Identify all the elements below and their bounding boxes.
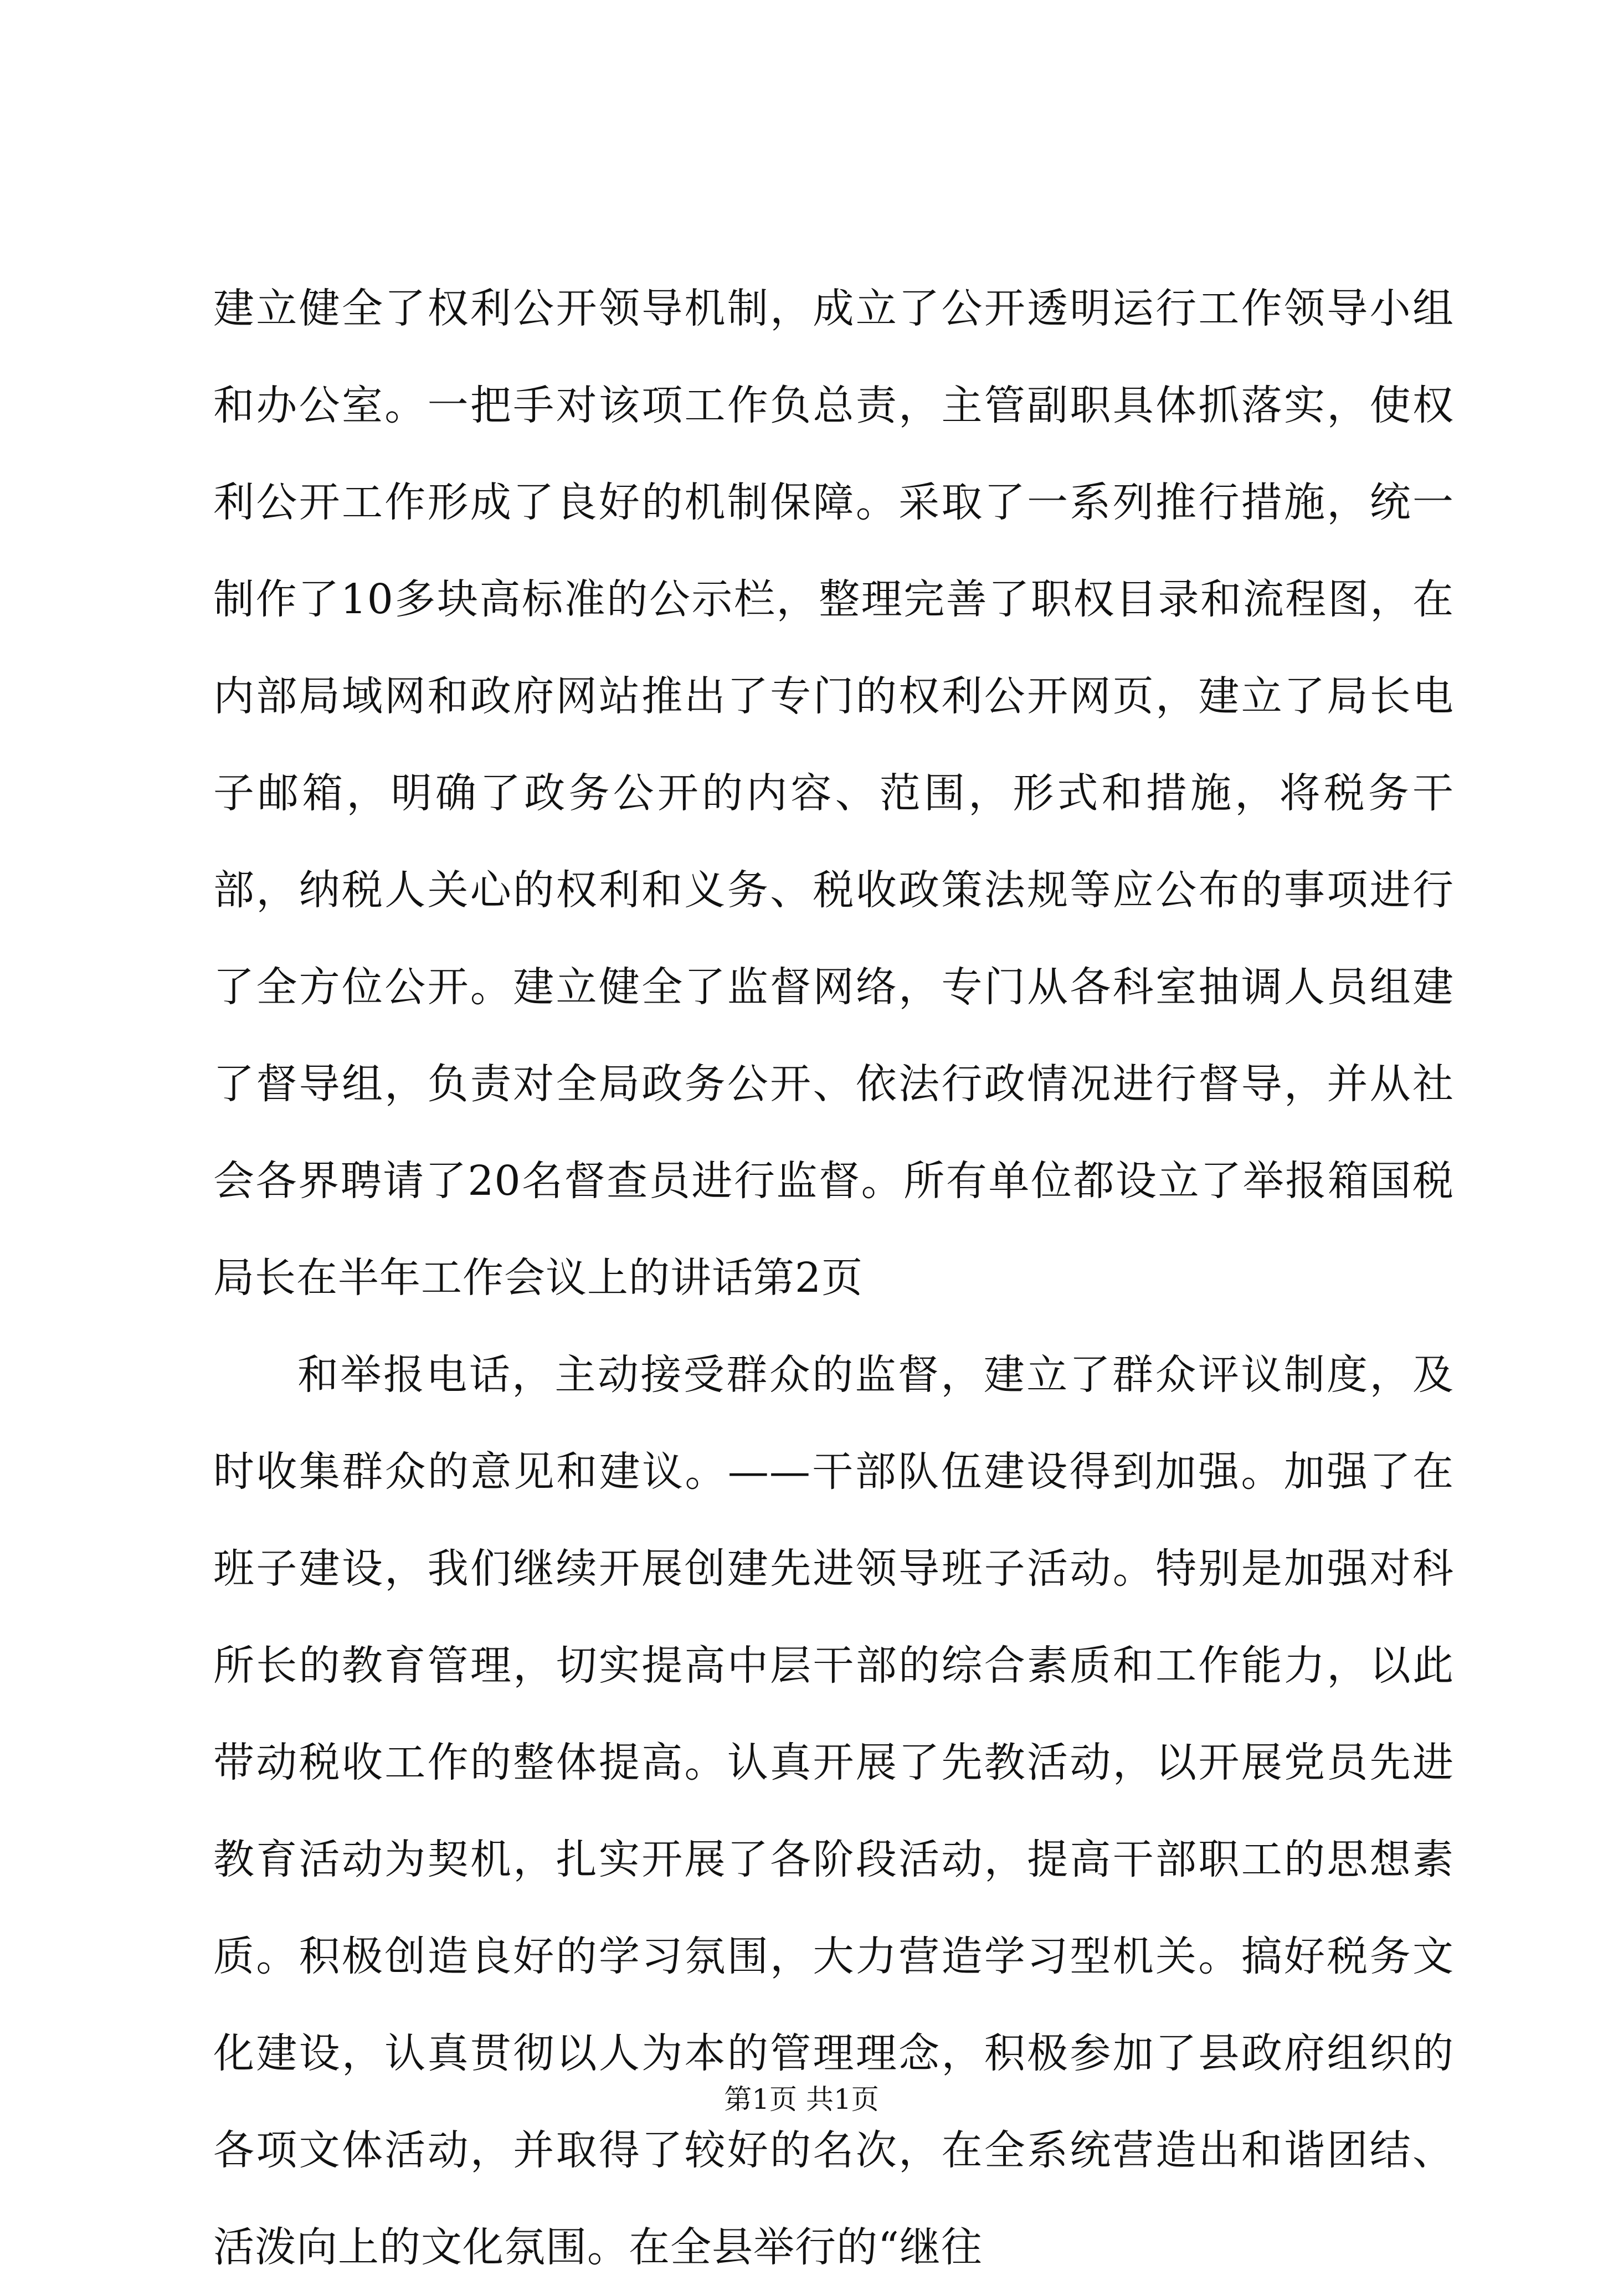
page-footer: 第1页 共1页 — [724, 2083, 879, 2115]
document-body — [213, 260, 1454, 2296]
paragraph-2: 和举报电话，主动接受群众的监督，建立了群众评议制度，及时收集群众的意见和建议。——干部队伍建设得到加强。加强了在班子建设，我们继续开展创建先进领导班子活动。特别是加强对科所长的教育管理，切实提高中层干部的综合素质和工作能力，以此带动税收工作的整体提高。认真开展了先教活动，以开展党员先进教育活动为契机，扎实开展了各阶段活动，提高干部职工的思想素质。积极创造良好的学习氛围，大力营造学习型机关。搞好税务文化建设，认真贯彻以人为本的管理理念，积极参加了县政府组织的各项文体活动，并取得了较好的名次，在全系统营造出和谐团结、活泼向上的文化氛围。在全县举行的“继往 — [213, 1351, 1454, 2271]
paragraph-1: 建立健全了权利公开领导机制，成立了公开透明运行工作领导小组和办公室。一把手对该项工作负总责，主管副职具体抓落实，使权利公开工作形成了良好的机制保障。采取了一系列推行措施，统一制作了10多块高标准的公示栏，整理完善了职权目录和流程图，在内部局域网和政府网站推出了专门的权利公开网页，建立了局长电子邮箱，明确了政务公开的内容、范围，形式和措施，将税务干部，纳税人关心的权利和义务、税收政策法规等应公布的事项进行了全方位公开。建立健全了监督网络，专门从各科室抽调人员组建了督导组，负责对全局政务公开、依法行政情况进行督导，并从社会各界聘请了20名督查员进行监督。所有单位都设立了举报箱国税局长在半年工作会议上的讲话第2页 — [213, 285, 1454, 1302]
